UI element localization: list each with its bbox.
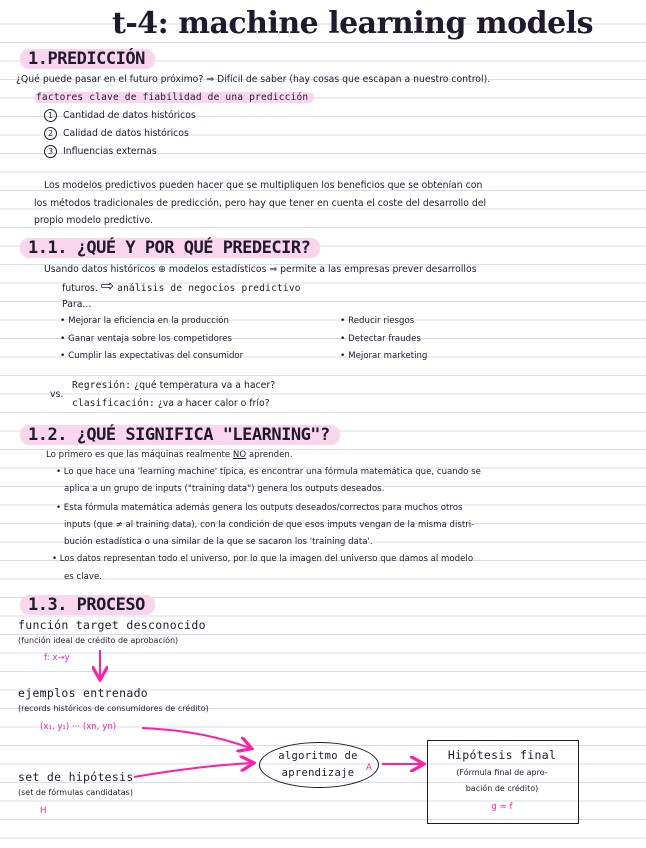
vs-label: vs. xyxy=(50,389,64,400)
learning-bullet-line: bución estadística o una similar de la que se sacaron los 'training data'. xyxy=(64,537,373,547)
target-function-label: función target desconocido xyxy=(18,618,206,632)
learning-bullet-line: • Lo que hace una 'learning machine' típica, es encontrar una fórmula matemática que, cuando se xyxy=(56,467,481,477)
algoritmo-label-2: aprendizaje xyxy=(281,767,355,779)
benefit-text: Reducir riesgos xyxy=(348,316,415,326)
prediccion-para-line: Los modelos predictivos pueden hacer que se multipliquen los beneficios que se obtenían con xyxy=(44,180,483,191)
hipotesis-final-sub: bación de crédito) xyxy=(465,784,539,793)
target-function-sub: (función ideal de crédito de aprobación) xyxy=(18,636,179,645)
factores-highlight: factores clave de fiabilidad de una predicción xyxy=(34,92,314,103)
prediccion-para-line: los métodos tradicionales de predicción, pero hay que tener en cuenta el coste del desarrollo del xyxy=(34,198,487,209)
ejemplos-pairs: (x₁, y₁) ··· (xn, yn) xyxy=(40,722,117,732)
bullet-icon: • xyxy=(340,334,349,344)
benefit-text: Mejorar marketing xyxy=(348,351,428,361)
learning-bullet-line: inputs (que ≠ al training data), con la condición de que esos imputs vengan de la misma distri- xyxy=(64,520,475,530)
set-hipotesis-sub: (set de fórmulas candidatas) xyxy=(18,788,133,797)
analisis-text: análisis de negocios predictivo xyxy=(117,283,301,294)
prediccion-para-line: propio modelo predictivo. xyxy=(34,215,153,226)
para-label: Para... xyxy=(62,299,92,310)
algoritmo-label-1: algoritmo de xyxy=(278,750,358,762)
page-title: t-4: machine learning models xyxy=(112,6,593,41)
arrow-right-icon: ⇨ xyxy=(100,276,115,295)
heading-highlight: 1.1. ¿QUÉ Y POR QUÉ PREDECIR? xyxy=(20,238,320,258)
futuros-text: futuros. xyxy=(62,283,98,294)
number-1-icon: 1 xyxy=(44,109,57,122)
benefit-text: Mejorar la eficiencia en la producción xyxy=(68,316,229,326)
ejemplos-label: ejemplos entrenado xyxy=(18,686,149,700)
factor-text: Cantidad de datos históricos xyxy=(63,110,196,121)
hipotesis-final-sub: (Fórmula final de apro- xyxy=(456,768,548,777)
bullet-icon: • xyxy=(340,351,349,361)
bullet-icon: • xyxy=(60,316,69,326)
arrow-set-icon xyxy=(134,763,252,777)
number-3-icon: 3 xyxy=(44,145,57,158)
hipotesis-final-formula: g ≈ f xyxy=(491,802,513,812)
hipotesis-final-label: Hipótesis final xyxy=(447,748,557,762)
benefit-text: Detectar fraudes xyxy=(348,334,421,344)
ejemplos-sub: (records históricos de consumidores de crédito) xyxy=(18,704,209,713)
heading-highlight: 1.2. ¿QUÉ SIGNIFICA "LEARNING"? xyxy=(20,425,340,445)
set-hipotesis-symbol: H xyxy=(40,806,47,816)
benefit-text: Ganar ventaja sobre los competidores xyxy=(68,334,232,344)
algoritmo-symbol: A xyxy=(366,763,372,773)
set-hipotesis-label: set de hipótesis xyxy=(18,770,134,784)
factor-text: Influencias externas xyxy=(63,146,157,157)
learning-bullet-line: • Esta fórmula matemática además genera los outputs deseados/correctos para muchos otros xyxy=(56,503,463,513)
heading-highlight: 1.3. PROCESO xyxy=(20,595,155,615)
prediccion-question: ¿Qué puede pasar en el futuro próximo? ⇒ Difícil de saber (hay cosas que escapan a nuestro control). xyxy=(16,74,491,85)
learning-bullet-line: aplica a un grupo de inputs ("training data") genera los outputs deseados. xyxy=(64,484,385,494)
bullet-icon: • xyxy=(340,316,349,326)
regresion-text: ¿qué temperatura va a hacer? xyxy=(134,380,276,391)
number-2-icon: 2 xyxy=(44,127,57,140)
learning-bullet-line: • Los datos representan todo el universo, por lo que la imagen del universo que damos al modelo xyxy=(52,554,474,564)
benefit-text: Cumplir las expectativas del consumidor xyxy=(68,351,244,361)
heading-highlight: 1.PREDICCIÓN xyxy=(20,49,155,69)
bullet-icon: • xyxy=(60,351,69,361)
regresion-label: Regresión: xyxy=(72,380,132,391)
target-function-formula: f: x→y xyxy=(44,653,70,663)
no-text: NO xyxy=(232,450,247,460)
learning-bullet-line: es clave. xyxy=(64,572,102,582)
bullet-icon: • xyxy=(60,334,69,344)
arrow-ejemplos-icon xyxy=(142,728,250,748)
intro-text: Lo primero es que las máquinas realmente xyxy=(46,450,231,460)
factor-text: Calidad de datos históricos xyxy=(63,128,189,139)
clasificacion-label: clasificación: xyxy=(72,398,155,409)
intro-text: aprenden. xyxy=(248,450,293,460)
clasificacion-text: ¿va a hacer calor o frío? xyxy=(157,398,270,409)
predecir-line1: Usando datos históricos ⊕ modelos estadísticos ⇒ permite a las empresas prever desarrollos xyxy=(44,264,477,275)
